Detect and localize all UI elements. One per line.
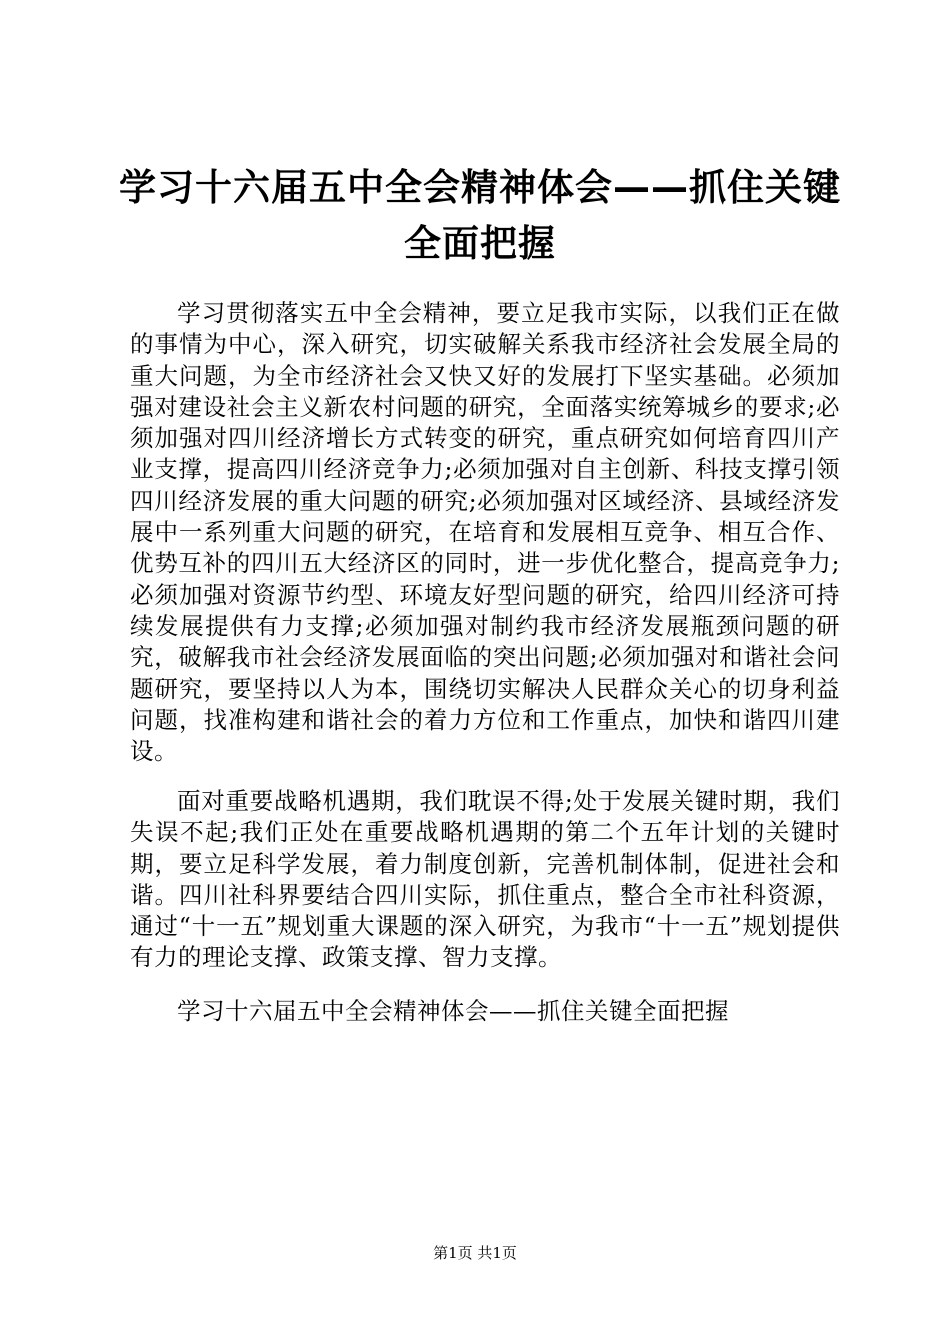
closing-title-line: 学习十六届五中全会精神体会——抓住关键全面把握 bbox=[177, 997, 729, 1025]
page-footer: 第1页 共1页 bbox=[433, 1244, 517, 1262]
document-title: 学习十六届五中全会精神体会——抓住关键全面把握 bbox=[119, 166, 841, 265]
body-paragraph-2: 面对重要战略机遇期，我们耽误不得;处于发展关键时期，我们失误不起;我们正处在重要战略机遇期的第二个五年计划的关键时期，要立足科学发展，着力制度创新，完善机制体制，促进社会和谐。四川社科界要结合四川实际，抓住重点，整合全市社科资源，通过“十一五”规划重大课题的深入研究，为我市“十一五”规划提供有力的理论支撑、政策支撑、智力支撑。 bbox=[130, 787, 840, 972]
body-paragraph-1: 学习贯彻落实五中全会精神，要立足我市实际，以我们正在做的事情为中心，深入研究，切实破解关系我市经济社会发展全局的重大问题，为全市经济社会又快又好的发展打下坚实基础。必须加强对建设社会主义新农村问题的研究，全面落实统筹城乡的要求;必须加强对四川经济增长方式转变的研究，重点研究如何培育四川产业支撑，提高四川经济竞争力;必须加强对自主创新、科技支撑引领四川经济发展的重大问题的研究;必须加强对区域经济、县域经济发展中一系列重大问题的研究，在培育和发展相互竞争、相互合作、优势互补的四川五大经济区的同时，进一步优化整合，提高竞争力;必须加强对资源节约型、环境友好型问题的研究，给四川经济可持续发展提供有力支撑;必须加强对制约我市经济发展瓶颈问题的研究，破解我市社会经济发展面临的突出问题;必须加强对和谐社会问题研究，要坚持以人为本，围绕切实解决人民群众关心的切身利益问题，找准构建和谐社会的着力方位和工作重点，加快和谐四川建设。 bbox=[130, 299, 840, 766]
